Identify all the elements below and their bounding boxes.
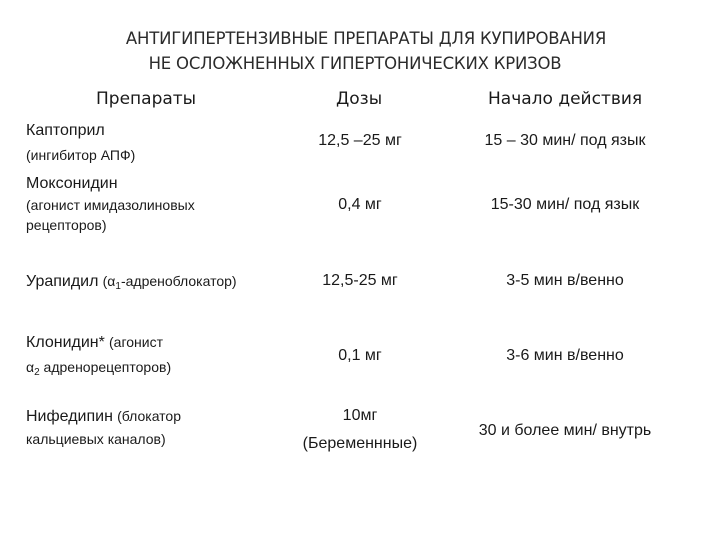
row-captopril-drug xyxy=(26,119,296,167)
drug-description-b: кальциевых каналов) xyxy=(26,431,166,447)
row-clonidine-dose: 0,1 мг xyxy=(338,347,382,364)
drug-name: Каптоприл xyxy=(26,122,105,139)
row-moxonidine-dose: 0,4 мг xyxy=(338,196,382,213)
drug-description: (ингибитор АПФ) xyxy=(26,147,136,163)
drug-description: (агонист имидазолиновых рецепторов) xyxy=(26,197,195,233)
dose-line-2: (Беременнные) xyxy=(302,435,418,452)
header-doses: Дозы xyxy=(336,89,383,109)
row-moxonidine-onset: 15-30 мин/ под язык xyxy=(490,196,640,213)
row-urapidil-dose: 12,5-25 мг xyxy=(322,272,398,289)
header-drugs: Препараты xyxy=(96,89,197,109)
drug-name: Моксонидин xyxy=(26,175,118,192)
row-urapidil-onset: 3-5 мин в/венно xyxy=(506,272,624,289)
drug-name: Клонидин* xyxy=(26,334,105,351)
row-nifedipine-onset: 30 и более мин/ внутрь xyxy=(478,422,652,439)
slide-title xyxy=(0,26,720,76)
drug-name: Нифедипин xyxy=(26,408,113,425)
drug-description-b: $\alpha_2$ адренорецепторов) xyxy=(26,359,172,378)
row-moxonidine-drug xyxy=(26,172,256,235)
row-captopril-dose: 12,5 –25 мг xyxy=(318,132,402,149)
row-clonidine-drug xyxy=(26,331,296,381)
header-onset: Начало действия xyxy=(488,89,643,109)
title-line-1: АНТИГИПЕРТЕНЗИВНЫЕ ПРЕПАРАТЫ ДЛЯ КУПИРОВАНИЯ xyxy=(125,29,607,48)
drug-description-a: (блокатор xyxy=(117,408,181,424)
row-urapidil-drug xyxy=(26,270,296,295)
title-line-2: НЕ ОСЛОЖНЕННЫХ ГИПЕРТОНИЧЕСКИХ КРИЗОВ xyxy=(148,54,562,73)
drug-description-a: (агонист xyxy=(109,334,164,350)
row-clonidine-onset: 3-6 мин в/венно xyxy=(506,347,624,364)
row-nifedipine-dose xyxy=(270,404,450,456)
row-nifedipine-drug xyxy=(26,405,296,451)
drug-name: Урапидил xyxy=(26,273,99,290)
row-captopril-onset: 15 – 30 мин/ под язык xyxy=(484,132,646,149)
drug-description: $(\alpha_1-адреноблокатор)$ xyxy=(102,273,237,292)
dose-line-1: 10мг xyxy=(342,407,378,424)
